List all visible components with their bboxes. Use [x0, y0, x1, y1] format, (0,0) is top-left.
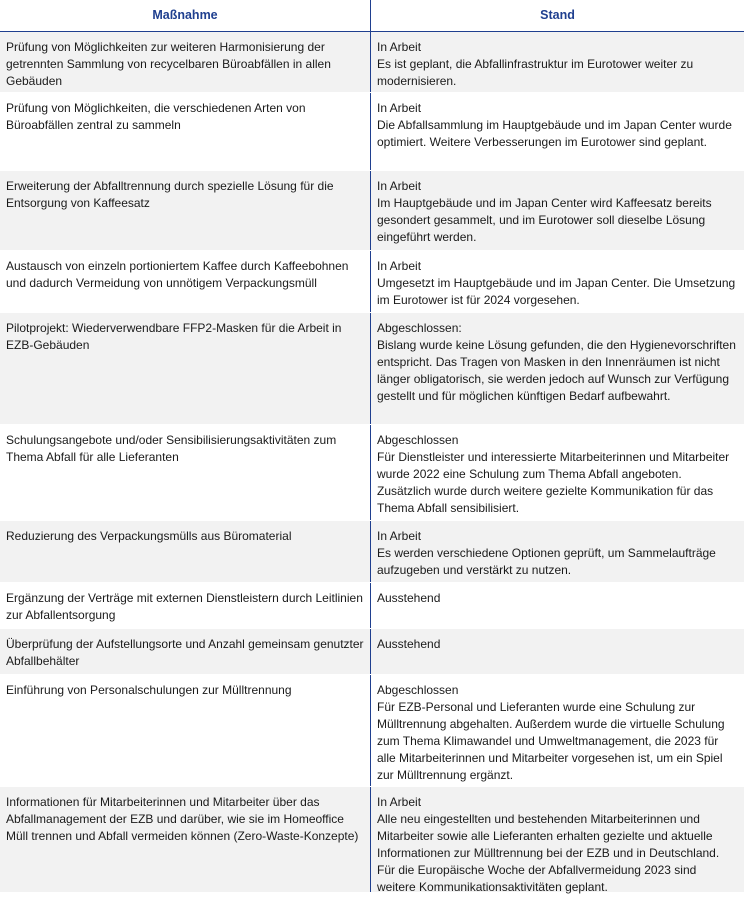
table-row	[0, 171, 744, 251]
table-row	[0, 251, 744, 313]
status-label: In Arbeit	[377, 259, 422, 273]
measure-cell: Einführung von Personalschulungen zur Mülltrennung	[0, 675, 371, 786]
status-detail: Für Dienstleister und interessierte Mitarbeiterinnen und Mitarbeiter wurde 2022 eine Schulung zum Thema Abfall angeboten. Zusätzlich wurde durch weitere gezielte Kommunikation für das Thema Abfall sensibilisiert.	[377, 450, 730, 515]
measure-cell: Prüfung von Möglichkeiten zur weiteren Harmonisierung der getrennten Sammlung von recycelbaren Büroabfällen in allen Gebäuden	[0, 32, 371, 92]
table-row	[0, 521, 744, 583]
table-row	[0, 675, 744, 787]
table-row	[0, 93, 744, 171]
status-cell	[371, 583, 744, 628]
status-label: In Arbeit	[377, 101, 422, 115]
status-label: In Arbeit	[377, 529, 422, 543]
table-row	[0, 787, 744, 892]
status-label: Ausstehend	[377, 591, 441, 605]
status-cell	[371, 171, 744, 250]
measure-cell: Ergänzung der Verträge mit externen Dienstleistern durch Leitlinien zur Abfallentsorgung	[0, 583, 371, 628]
status-cell	[371, 32, 744, 92]
measure-cell: Prüfung von Möglichkeiten, die verschiedenen Arten von Büroabfällen zentral zu sammeln	[0, 93, 371, 170]
table-row	[0, 425, 744, 521]
status-label: In Arbeit	[377, 40, 422, 54]
measure-cell: Schulungsangebote und/oder Sensibilisierungsaktivitäten zum Thema Abfall für alle Lieferanten	[0, 425, 371, 520]
measure-cell: Pilotprojekt: Wiederverwendbare FFP2-Masken für die Arbeit in EZB-Gebäuden	[0, 313, 371, 424]
status-detail: Für EZB-Personal und Lieferanten wurde eine Schulung zur Mülltrennung abgehalten. Außerdem wurde die virtuelle Schulung zum Thema Klimawandel und Umweltmanagement, die 2023 für alle Mitarbeiterinnen und Mitarbeiter vorgesehen ist, um ein Spiel zur Mülltrennung ergänzt.	[377, 700, 725, 782]
status-label: Abgeschlossen	[377, 433, 459, 447]
status-cell	[371, 521, 744, 582]
measure-cell: Überprüfung der Aufstellungsorte und Anzahl gemeinsam genutzter Abfallbehälter	[0, 629, 371, 674]
status-cell	[371, 425, 744, 520]
table-row	[0, 313, 744, 425]
status-detail: Bislang wurde keine Lösung gefunden, die den Hygienevorschriften entspricht. Das Tragen von Masken in den Innenräumen ist nicht länger obligatorisch, sie werden jedoch auf Wunsch zur Verfügung gestellt und für möglichen künftigen Bedarf aufbewahrt.	[377, 338, 736, 403]
status-cell	[371, 675, 744, 786]
status-detail: Alle neu eingestellten und bestehenden Mitarbeiterinnen und Mitarbeiter sowie alle Lieferanten erhalten gezielte und aktuelle Informationen zur Mülltrennung bei der EZB und in Deutschland. Für die Europäische Woche der Abfallvermeidung 2023 sind weitere Kommunikationsaktivitäten geplant.	[377, 812, 720, 894]
column-header-status: Stand	[540, 8, 575, 22]
measure-cell: Reduzierung des Verpackungsmülls aus Büromaterial	[0, 521, 371, 582]
measure-cell: Austausch von einzeln portioniertem Kaffee durch Kaffeebohnen und dadurch Vermeidung von unnötigem Verpackungsmüll	[0, 251, 371, 312]
status-cell	[371, 629, 744, 674]
table-row	[0, 629, 744, 675]
column-header-measure: Maßnahme	[0, 0, 371, 31]
status-label: Abgeschlossen:	[377, 321, 462, 335]
status-cell	[371, 251, 744, 312]
measure-cell: Erweiterung der Abfalltrennung durch spezielle Lösung für die Entsorgung von Kaffeesatz	[0, 171, 371, 250]
status-label: In Arbeit	[377, 179, 422, 193]
table-row	[0, 32, 744, 93]
measure-cell: Informationen für Mitarbeiterinnen und Mitarbeiter über das Abfallmanagement der EZB und darüber, wie sie im Homeoffice Müll trennen und Abfall vermeiden können (Zero-Waste-Konzepte)	[0, 787, 371, 892]
status-cell	[371, 787, 744, 892]
table-header	[0, 0, 744, 32]
status-label: Abgeschlossen	[377, 683, 459, 697]
status-detail: Umgesetzt im Hauptgebäude und im Japan Center. Die Umsetzung im Eurotower ist für 2024 vorgesehen.	[377, 276, 736, 307]
status-cell	[371, 313, 744, 424]
table-row	[0, 583, 744, 629]
status-detail: Es ist geplant, die Abfallinfrastruktur im Eurotower weiter zu modernisieren.	[377, 57, 694, 88]
status-detail: Die Abfallsammlung im Hauptgebäude und im Japan Center wurde optimiert. Weitere Verbesserungen im Eurotower sind geplant.	[377, 118, 732, 149]
status-detail: Im Hauptgebäude und im Japan Center wird Kaffeesatz bereits gesondert gesammelt, und im Eurotower soll dieselbe Lösung eingeführt werden.	[377, 196, 712, 244]
status-cell	[371, 93, 744, 170]
status-label: Ausstehend	[377, 637, 441, 651]
status-label: In Arbeit	[377, 795, 422, 809]
status-detail: Es werden verschiedene Optionen geprüft, um Sammelaufträge aufzugeben und verstärkt zu nutzen.	[377, 546, 716, 577]
